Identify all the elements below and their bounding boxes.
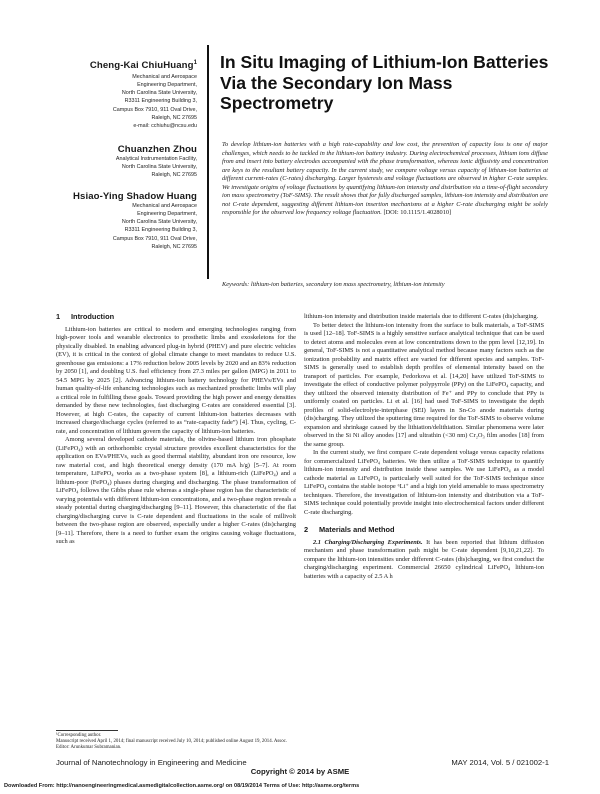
author-block	[50, 60, 197, 130]
title-divider	[207, 45, 209, 279]
author-block	[50, 144, 197, 179]
doi-link[interactable]: [DOI: 10.1115/1.4028010]	[383, 209, 452, 216]
left-column	[56, 313, 296, 547]
author-name: Chuanzhen Zhou	[117, 143, 197, 155]
section-heading: 2 Materials and Method	[304, 525, 395, 534]
keywords: Keywords: lithium-ion batteries, secondary ion mass spectrometry, lithium-ion intensity	[222, 281, 445, 288]
download-notice[interactable]: Downloaded From: http://nanoengineeringmedical.asmedigitalcollection.asme.org/ on 08/19/2014 Terms of Use: http://asme.org/terms	[4, 783, 360, 789]
author-name: Hsiao-Ying Shadow Huang	[72, 191, 197, 203]
page-info: MAY 2014, Vol. 5 / 021002-1	[451, 758, 549, 767]
author-name: Cheng-Kai ChiuHuang$^1$	[89, 60, 197, 72]
author-affiliation: Mechanical and Aerospace Engineering Department, North Carolina State University, R3311 Engineering Building 3, Campus Box 7910, 911 Oval Drive, Raleigh, NC 27695	[112, 203, 197, 250]
footnote-rule	[56, 730, 118, 731]
subsection-heading: 2.1 Charging/Discharging Experiments.	[313, 538, 423, 546]
author-affiliation: Analytical Instrumentation Facility, North Carolina State University, Raleigh, NC 27695	[115, 155, 197, 179]
abstract: To develop lithium-ion batteries with a high rate-capability and low cost, the prevention of capacity loss is one of major challenges, which needs to be tackled in the lithium-ion battery industry. During electrochemical processes, lithium ions diffuse from and insert into battery electrodes accompanied with the phase transformation, whereas ionic diffusivity and concentration are keys to the resultant battery capacity. In the current study, we compare voltage versus capacity of lithium-ion batteries at different current-rates (C-rates) discharging. Larger hysteresis and voltage fluctuations are observed in higher C-rate samples. We investigate origins of voltage fluctuations by quantifying lithium-ion intensity and distribution via a time-of-flight secondary ion mass spectrometry (ToF-SIMS). The result shows that for fully discharged samples, lithium-ion intensity and distribution are not C-rate dependent, suggesting different lithium-ion insertion mechanisms at a higher C-rate discharging might be solely responsible for the observed low frequency voltage fluctuation. [DOI: 10.1115/1.4028010]	[222, 141, 548, 216]
copyright: Copyright © 2014 by ASME	[250, 767, 350, 776]
author-email[interactable]: e-mail: cchiuhu@ncsu.edu	[133, 122, 197, 129]
right-column	[304, 313, 544, 581]
section-heading: 1 Introduction	[56, 312, 115, 321]
journal-name: Journal of Nanotechnology in Engineering and Medicine	[56, 758, 247, 767]
paragraph: lithium-ion intensity and distribution inside materials due to different C-rates (dis)charging.	[304, 313, 539, 320]
paper-title: In Situ Imaging of Lithium-Ion Batteries Via the Secondary Ion Mass Spectrometry	[220, 52, 549, 113]
paragraph: Among several developed cathode materials, the olivine-based lithium iron phosphate (LiFePO₄) with an orthorhombic crystal structure provides excellent characteristics for the application on EVs/PHEVs, such as good thermal stability, abundant iron ore resource, low raw material cost, and high theoretical energy density (170 mA h/g) [5–7]. At room temperature, LiFePO₄ works as a two-phase system [8], a lithium-rich (LiFePO₄) and a lithium-poor (FePO₄) phases during charging and discharging. The phase transformation of LiFePO₄ follows the Gibbs phase rule whereas a single-phase region has the characteristic of varying potentials with different lithium-ion concentrations, and a two-phase region reveals a steady potential during charging/discharging [9–11]. However, this characteristic of the flat charging/discharging curve is C-rate dependent and fluctuations in the scale of millivolt between the two-phase region are observed, especially under a higher C-rates (dis)charging [9–11]. Therefore, there is a need to further exam the origins causing voltage fluctuations, such as	[56, 436, 296, 545]
paragraph: In the current study, we first compare C-rate dependent voltage versus capacity relations for commercialized LiFePO₄ batteries. We then utilize a ToF-SIMS technique to quantify lithium-ion intensity and distribution inside these samples. We use LiFePO₄ as a model cathode material as LiFePO₄ is particularly well suited for the ToF-SIMS technique since LiFePO₄ contains the stable isotope ⁶Li⁺ and a high ion yield amenable to mass spectrometry techniques. Therefore, the investigation of lithium-ion intensity and distribution via a ToF-SIMS technique could potentially provide insight into electrochemical factors under different C-rate discharging.	[304, 449, 544, 516]
paragraph: To better detect the lithium-ion intensity from the surface to bulk materials, a ToF-SIMS is used [12–18]. ToF-SIMS is a highly sensitive surface analytical technique that can be used to detect atoms and molecules even at low concentrations down to the ppm level [12,19]. In general, ToF-SIMS is not a quantitative analytical method because many factors such as the ionization probability and matrix effect are varied for different species and samples. ToF-SIMS is generally used to establish depth profiles of elemental intensity based on the transport of particles. For example, Fedorkova et al. [14,20] have utilized ToF-SIMS to investigate the effect of conductive polymer polypyrrole (PPy) on the LiFePO₄ capacity, and they utilized the observed intensity distribution of Fe⁺ and PPy to conclude that PPy is uniformly coated on particles. Li et al. [16] had used ToF-SIMS to investigate the depth profiles of solid-electrolyte-interphase (SEI) layers in Sn-Co anode materials during (dis)charging. They utilized the sputtering time required for the ToF-SIMS to observe volume expansion and shrinkage caused by the lithiation/delithiation. Similar phenomena were later observed in the Si Ni alloy anodes [17] and ultrathin (<30 nm) Cr₂O₃ film anodes [18] from the same group.	[304, 321, 544, 448]
author-block	[50, 191, 197, 251]
paragraph: 2.1 Charging/Discharging Experiments. It has been reported that lithium diffusion mechanism and phase transformation path might be C-rate dependent [9,10,21,22]. To compare the lithium-ion intensities under different C-rates (dis)charging, we first conduct the charging/discharging experiment. Commercial 26650 cylindrical LiFePO₄ lithium-ion batteries with a capacity of 2.5 A h	[304, 538, 544, 580]
paragraph: Lithium-ion batteries are critical to modern and emerging technologies ranging from high-power tools and wearable electronics to prosthetic limbs and exoskeletons for the physically disabled. In enabling advanced plug-in hybrid (PHEV) and pure electric vehicles (EV), it is critical in the context of global climate change to meet mandates to reduce U.S. greenhouse gas emissions: a 17% reduction below 2005 levels by 2020 and an 83% reduction by 2050 [1], and doubling U.S. fuel efficiency from 27.3 miles per gallon (MPG) in 2011 to 54.5 MPG by 2025 [2]. Advancing lithium-ion battery technology for PHEVs/EVs and human quality-of-life enhancing technologies such as mechanized prosthetic limbs will play a critical role in fulfilling these goals. Toward providing the high power and energy densities demanded by these new technologies, fast discharging C-rates are considered essential [3]. However, at high C-rates, the capacity of current lithium-ion batteries decreases with increased charge/discharge cycles (referred to as “rate-capacity fade”) [4]. Thus, cycling, C-rate, and concentration of lithium govern the capacity of lithium-ion batteries.	[56, 325, 296, 435]
footnotes: ¹Corresponding author. Manuscript received April 1, 2014; final manuscript received July 10, 2014; published online August 19, 2014. Assoc. Editor: Arunkumar Subramanian.	[56, 733, 288, 751]
author-affiliation: Mechanical and Aerospace Engineering Department, North Carolina State University, R3311 Engineering Building 3, Campus Box 7910, 911 Oval Drive, Raleigh, NC 27695 e-mail: cchiuhu@ncsu.edu	[50, 73, 197, 130]
author-column	[50, 60, 197, 251]
